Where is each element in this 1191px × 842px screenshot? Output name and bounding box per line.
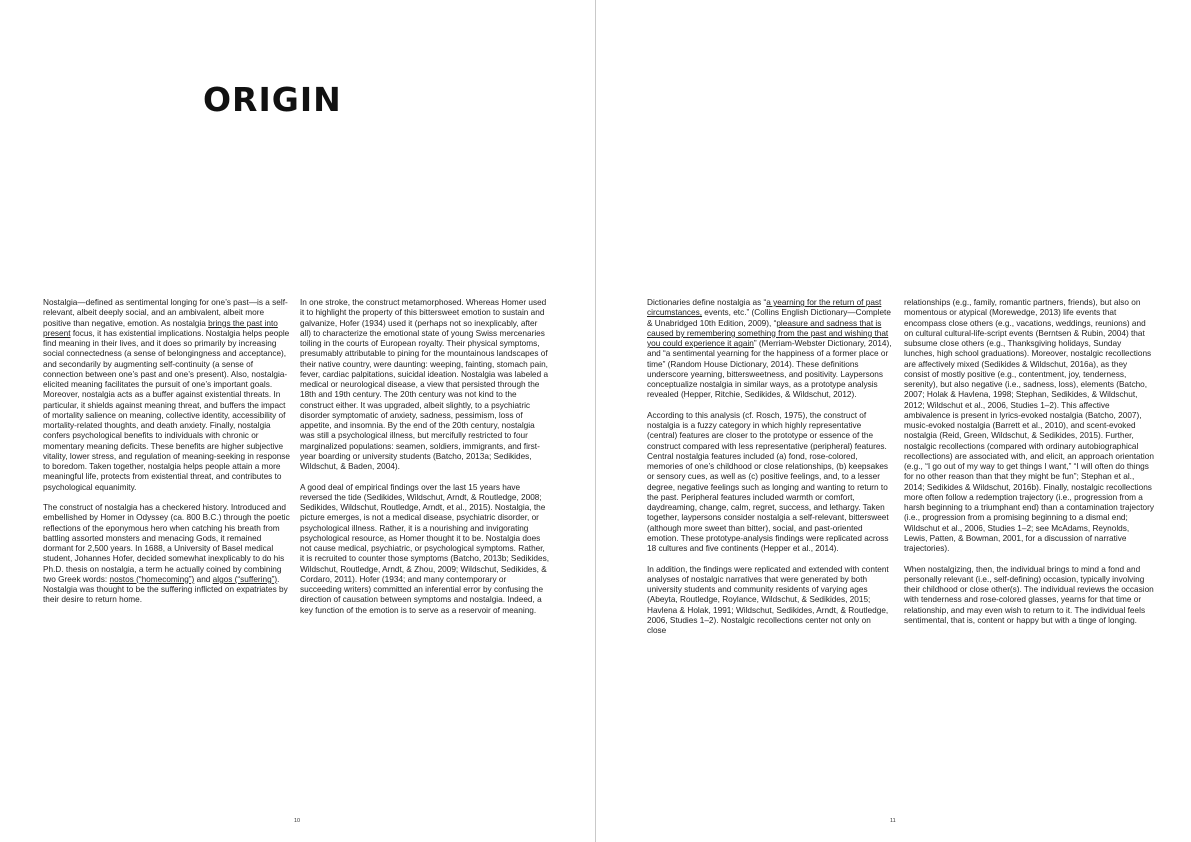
paragraph <box>43 503 291 606</box>
right-column-2 <box>904 298 1154 636</box>
text-run: focus, it has existential implications. Nostalgia helps people find meaning in their lives, and it does so primarily by increasing social connectedness (a sense of belongingness and acceptance), and secondarily by augmenting self-continuity (a sense of connection between one’s past and one’s present). Also, nostalgia-elicited meaning facilitates the pursuit of one’s important goals. Moreover, nostalgia acts as a buffer against existential threats. In particular, it shields against meaning threat, and buffers the impact of mortality salience on meaning, collective identity, accessibility of mortality-related thoughts, and death anxiety. Finally, nostalgia confers psychological benefits to individuals with chronic or momentary meaning deficits. These benefits are higher subjective vitality, lower stress, and regulation of meaning-seeking in response to boredom. Taken together, nostalgia helps people attain a more meaningful life, protects from existential threat, and contributes to psychological equanimity. <box>43 328 291 492</box>
text-run: events, etc.” (Collins English Dictionary—Complete & Unabridged 10th Edition, 2009), “ <box>647 308 891 328</box>
text-run: ” (Merriam-Webster Dictionary, 2014), and “a sentimental yearning for the happiness of a former place or time” (Random House Dictionary, 2014). These definitions underscore yearning, bittersweetness, and positivity. Laypersons conceptualize nostalgia in similar ways, as a prototype analysis revealed (Hepper, Ritchie, Sedikides, & Wildschut, 2012). <box>647 339 892 400</box>
text-run: According to this analysis (cf. Rosch, 1975), the construct of nostalgia is a fuzzy category in which highly representative (central) features are closer to the prototype or essence of the construct compared with less representative (peripheral) features. Central nostalgia features included (a) fond, rose-colored, memories of one’s childhood or close relationships, (b) keepsakes or sensory cues, as well as (c) positive feelings, and, to a lesser degree, negative feelings such as longing and wanting to return to the past. Peripheral features included warmth or comfort, daydreaming, change, calm, regret, success, and lethargy. Taken together, laypersons consider nostalgia a self-relevant, bittersweet (although more sweet than bitter), social, and past-oriented emotion. These prototype-analysis findings were replicated across 18 cultures and five continents (Hepper et al., 2014). <box>647 410 889 553</box>
right-page <box>596 0 1191 842</box>
right-column-1 <box>647 298 892 647</box>
underlined-phrase: brings the past into present <box>43 318 278 338</box>
paragraph <box>300 298 550 472</box>
left-column-1 <box>43 298 291 616</box>
text-run: Dictionaries define nostalgia as “ <box>647 298 767 307</box>
paragraph <box>300 483 550 616</box>
paragraph <box>43 298 291 493</box>
text-run: In addition, the findings were replicated and extended with content analyses of nostalgic narratives that were generated by both university students and community residents of varying ages (Abeyta, Routledge, Roylance, Wildschut, & Sedikides, 2015; Havlena & Holak, 1991; Wildschut, Sedikides, Arndt, & Routledge, 2006, Studies 1–2). Nostalgic recollections center not only on close <box>647 564 889 635</box>
paragraph <box>647 298 892 401</box>
text-run: When nostalgizing, then, the individual brings to mind a fond and personally relevant (i.e., self-defining) occasion, typically involving their childhood or close other(s). The individual reviews the occasion with tenderness and rose-colored glasses, yearns for that time or relationship, and may even wish to return to it. The individual feels sentimental, that is, content or happy but with a tinge of longing. <box>904 564 1154 625</box>
page-number-right: 11 <box>890 818 896 824</box>
text-run: The construct of nostalgia has a checkered history. Introduced and embellished by Homer in Odyssey (ca. 800 B.C.) through the poetic reflections of the eponymous hero when catching his breath from battling assorted monsters and menacing Gods, it remained dormant for 2,500 years. In 1688, a University of Basel medical student, Johannes Hofer, decided somewhat inexplicably to do his Ph.D. thesis on nostalgia, a term he actually coined by combining two Greek words: <box>43 503 290 584</box>
text-run: In one stroke, the construct metamorphosed. Whereas Homer used it to highlight the property of this bittersweet emotion to sustain and galvanize, Hofer (1934) used it (perhaps not so inexplicably, after all) to characterize the emotional state of young Swiss mercenaries toiling in the courts of European royalty. Their physical symptoms, presumably attributable to pining for the mountainous landscapes of their native country, were daunting: weeping, fainting, stomach pain, fever, cardiac palpitations, suicidal ideation. Nostalgia was labeled a medical or neurological disease, a view that persisted through the 18th and 19th century. The 20th century was not kind to the construct either. It was upgraded, albeit slightly, to a psychiatric disorder symptomatic of anxiety, sadness, pessimism, loss of appetite, and insomnia. By the end of the 20th century, nostalgia was still a psychological illness, but mercifully restricted to four marginalized populations: seamen, soldiers, immigrants, and first-year boarding or university students (Batcho, 2013a; Sedikides, Wildschut, & Baden, 2004). <box>300 298 549 471</box>
underlined-phrase: algos (“suffering”) <box>212 574 278 584</box>
text-run: relationships (e.g., family, romantic partners, friends), but also on momentous or atypical (Morewedge, 2013) life events that encompass close others (e.g., vacations, weddings, reunions) and on cultural cultural-life-script events (Berntsen & Rubin, 2004) that subsume close others (e.g., Thanksgiving holidays, Sunday lunches, high school graduations). Moreover, nostalgic recollections are affectively mixed (Sedikides & Wildschut, 2016a), as they consist of mostly positive (e.g., contentment, joy, tenderness, serenity), but also negative (i.e., sadness, loss), elements (Batcho, 2007; Holak & Havlena, 1998; Stephan, Sedikides, & Wildschut, 2012; Wildschut et al., 2006, Studies 1–2). This affective ambivalence is present in lyrics-evoked nostalgia (Batcho, 2007), music-evoked nostalgia (Barrett et al., 2010), and scent-evoked nostalgia (Reid, Green, Wildschut, & Sedikides, 2015). Further, nostalgic recollections (compared with ordinary autobiographical recollections) are associated with, and elicit, an approach orientation (e.g., “I go out of my way to get things I want,” “I will often do things for no other reason than that they might be fun”; Stephan et al., 2014; Sedikides & Wildschut, 2016b). Finally, nostalgic recollections more often follow a redemption trajectory (i.e., progression from a harsh beginning to a triumphant end) than a contamination trajectory (i.e., progression from a promising beginning to a dismal end; Wildschut et al., 2006, Studies 1–2; see McAdams, Reynolds, Lewis, Patten, & Bowman, 2001, for a discussion of narrative trajectories). <box>904 298 1154 553</box>
paragraph <box>647 411 892 555</box>
page-number-left: 10 <box>294 818 301 824</box>
paragraph <box>904 298 1154 554</box>
underlined-phrase: pleasure and sadness that is caused by remembering something from the past and wishing that you could experience it again <box>647 318 889 348</box>
paragraph <box>647 565 892 637</box>
underlined-phrase: a yearning for the return of past circumstances, <box>647 298 882 318</box>
text-run: A good deal of empirical findings over the last 15 years have reversed the tide (Sedikides, Wildschut, Arndt, & Routledge, 2008; Sedikides, Wildschut, Routledge, Arndt, et al., 2015). Nostalgia, the picture emerges, is not a medical disease, psychiatric disorder, or psychological illness. Rather, it is a nourishing and invigorating psychological resource, as Homer thought it to be. Nostalgia does not cause medical, psychiatric, or psychological symptoms. Rather, it is recruited to counter those symptoms (Batcho, 2013b; Sedikides, Wildschut, Routledge, Arndt, & Zhou, 2009; Wildschut, Sedikides, & Cordaro, 2011). Hofer (1934; and many contemporary or succeeding writers) committed an inferential error by confusing the direction of causation between symptoms and nostalgia. Indeed, a key function of the emotion is to serve as a reservoir of meaning. <box>300 482 549 615</box>
text-run: Nostalgia—defined as sentimental longing for one’s past—is a self-relevant, albeit deeply social, and an ambivalent, albeit more positive than negative, emotion. As nostalgia <box>43 298 288 328</box>
left-page <box>0 0 595 842</box>
text-run: and <box>194 574 213 584</box>
underlined-phrase: nostos (“homecoming”) <box>109 574 195 584</box>
text-run: . Nostalgia was thought to be the suffering inflicted on expatriates by their desire to return home. <box>43 574 288 605</box>
paragraph <box>904 565 1154 627</box>
left-column-2 <box>300 298 550 626</box>
page-title: ORIGIN <box>203 80 342 119</box>
